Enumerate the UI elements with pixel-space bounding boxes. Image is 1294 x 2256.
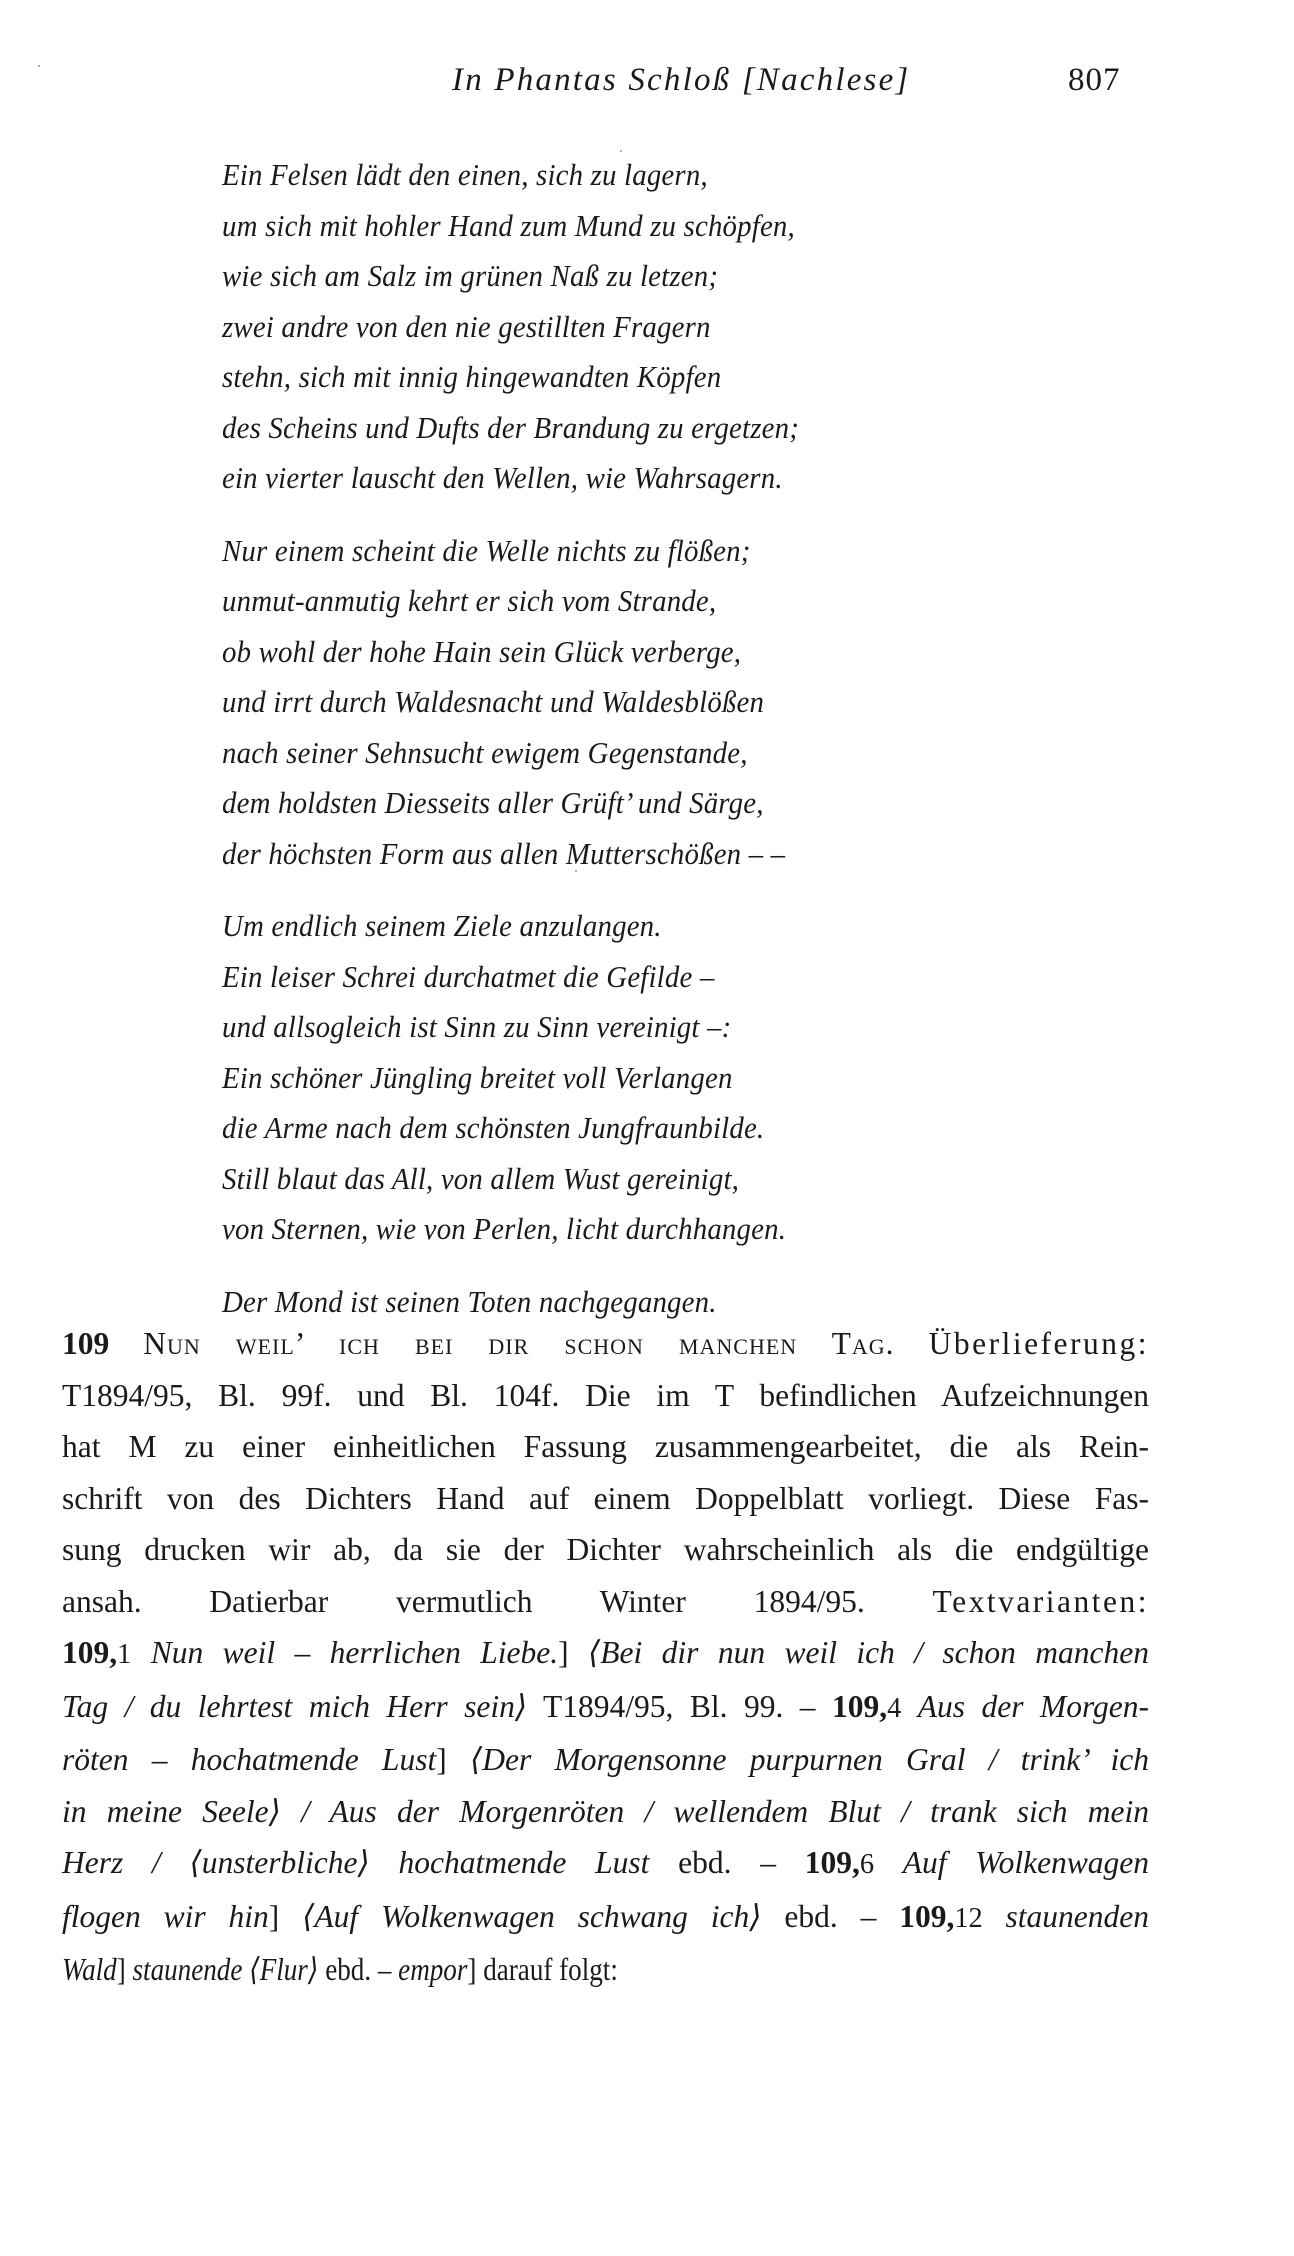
- variant-source: ebd. –: [325, 1952, 392, 1987]
- variant-lemma: Auf Wolkenwagen: [902, 1845, 1150, 1880]
- variant-ref: 109,: [899, 1898, 955, 1934]
- commentary-line: Wald] staunende ⟨Flur⟩ ebd. – empor] darauf folgt:: [62, 1952, 618, 1987]
- poem: [222, 150, 1122, 1349]
- variant-ref-line: 6: [859, 1849, 875, 1880]
- commentary-line: sung drucken wir ab, da sie der Dichter wahrscheinlich als die endgültige: [62, 1532, 1149, 1567]
- variant-ref-line: 1: [117, 1639, 132, 1670]
- variant-reading: ⟨Der Morgensonne purpurnen Gral / trink’ ich: [469, 1742, 1150, 1777]
- verse-line: und allsogleich ist Sinn zu Sinn vereinigt –:: [222, 1009, 732, 1044]
- variant-reading: staunende ⟨Flur⟩: [132, 1952, 319, 1987]
- variant-reading: ⟨Auf Wolkenwagen schwang ich⟩: [302, 1898, 762, 1934]
- variant-lemma: flogen wir hin: [62, 1898, 269, 1934]
- variant-source: ebd. –: [678, 1845, 776, 1880]
- verse-line: Nur einem scheint die Welle nichts zu flößen;: [222, 532, 751, 568]
- verse-line: die Arme nach dem schönsten Jungfraunbilde.: [222, 1110, 765, 1145]
- verse-line: nach seiner Sehnsucht ewigem Gegenstande,: [222, 734, 748, 770]
- variant-lemma: staunenden: [1005, 1898, 1150, 1934]
- verse-line: Ein Felsen lädt den einen, sich zu lagern,: [222, 157, 708, 192]
- verse-line: ein vierter lauscht den Wellen, wie Wahrsagern.: [222, 460, 783, 495]
- commentary-line: 109,1 Nun weil – herrlichen Liebe.] ⟨Bei dir nun weil ich / schon manchen: [62, 1635, 1149, 1670]
- variant-lemma: empor: [398, 1952, 468, 1987]
- commentary-line: schrift von des Dichters Hand auf einem Doppelblatt vorliegt. Diese Fas-: [62, 1480, 1149, 1516]
- stanza: [222, 526, 1122, 880]
- verse-line: von Sternen, wie von Perlen, licht durchhangen.: [222, 1211, 787, 1246]
- variant-lemma: Aus der Morgen-: [917, 1688, 1150, 1724]
- variant-ref-line: 4: [887, 1692, 902, 1724]
- variant-reading: Herz / ⟨unsterbliche⟩ hochatmende Lust: [62, 1845, 650, 1880]
- variant-ref: 109,: [832, 1688, 888, 1724]
- variant-source: ebd. –: [784, 1898, 877, 1934]
- commentary-line: röten – hochatmende Lust] ⟨Der Morgensonne purpurnen Gral / trink’ ich: [62, 1742, 1150, 1777]
- commentary-line: [62, 1576, 1149, 1628]
- variant-reading: in meine Seele⟩ / Aus der Morgenröten / wellendem Blut / trank sich mein: [62, 1793, 1149, 1829]
- dating-text: ansah. Datierbar vermutlich Winter 1894/95.: [62, 1583, 865, 1619]
- variant-ref: 109,: [62, 1635, 118, 1670]
- verse-line: ob wohl der hohe Hain sein Glück verberge,: [222, 633, 742, 669]
- scan-speck: [620, 150, 622, 152]
- verse-line: stehn, sich mit innig hingewandten Köpfen: [222, 359, 722, 394]
- variant-source: T1894/95, Bl. 99. –: [543, 1688, 816, 1724]
- verse-line: und irrt durch Waldesnacht und Waldesblößen: [222, 684, 765, 719]
- running-head: [0, 58, 1294, 108]
- label-variants: Textvarianten:: [932, 1583, 1150, 1619]
- variant-lemma: Nun weil – herrlichen Liebe.: [150, 1635, 559, 1670]
- verse-line: Still blaut das All, von allem Wust gereinigt,: [222, 1160, 740, 1196]
- verse-line: Der Mond ist seinen Toten nachgegangen.: [222, 1283, 717, 1319]
- commentary-line: T1894/95, Bl. 99f. und Bl. 104f. Die im T befindlichen Aufzeichnungen: [62, 1377, 1149, 1413]
- scan-speck: [38, 65, 40, 67]
- verse-line: dem holdsten Diesseits aller Grüft’ und Särge,: [222, 785, 764, 820]
- variant-reading: Tag / du lehrtest mich Herr sein⟩: [62, 1688, 528, 1724]
- verse-line: Ein schöner Jüngling breitet voll Verlangen: [222, 1059, 733, 1095]
- label-transmission: Überlieferung:: [928, 1326, 1150, 1361]
- variant-ref: 109,: [804, 1845, 860, 1880]
- commentary-line: [62, 1318, 1149, 1370]
- verse-line: Um endlich seinem Ziele anzulangen.: [222, 908, 662, 943]
- commentary-line: hat M zu einer einheitlichen Fassung zusammengearbeitet, die als Rein-: [62, 1429, 1149, 1464]
- verse-line: unmut-anmutig kehrt er sich vom Strande,: [222, 583, 717, 618]
- scan-speck: [575, 870, 577, 872]
- variant-tail: darauf folgt:: [483, 1952, 618, 1987]
- verse-line: des Scheins und Dufts der Brandung zu ergetzen;: [222, 409, 800, 445]
- verse-line: um sich mit hohler Hand zum Mund zu schöpfen,: [222, 207, 795, 243]
- entry-title: Nun weil’ ich bei dir schon manchen Tag.: [143, 1326, 895, 1361]
- entry-number: 109: [62, 1326, 110, 1361]
- verse-line: zwei andre von den nie gestillten Fragern: [222, 308, 711, 344]
- verse-line: wie sich am Salz im grünen Naß zu letzen;: [222, 258, 719, 293]
- variant-lemma: röten – hochatmende Lust: [62, 1742, 437, 1777]
- running-title: In Phantas Schloß [Nachlese]: [452, 62, 911, 98]
- commentary-line: [62, 1786, 1149, 1838]
- page-number: 807: [1068, 62, 1121, 98]
- variant-lemma: Wald: [62, 1952, 117, 1987]
- verse-line: der höchsten Form aus allen Mutterschößen – –: [222, 835, 786, 871]
- variant-ref-line: 12: [954, 1902, 983, 1934]
- commentary-entry: [62, 1318, 1149, 1996]
- stanza: [222, 901, 1122, 1255]
- stanza: [222, 150, 1122, 504]
- variant-reading: ⟨Bei dir nun weil ich / schon manchen: [588, 1635, 1149, 1670]
- commentary-line: [62, 1681, 1149, 1735]
- verse-line: Ein leiser Schrei durchatmet die Gefilde –: [222, 958, 715, 994]
- commentary-line: flogen wir hin] ⟨Auf Wolkenwagen schwang ich⟩ ebd. – 109,12 staunenden: [62, 1898, 1150, 1934]
- commentary-line: [62, 1837, 1149, 1891]
